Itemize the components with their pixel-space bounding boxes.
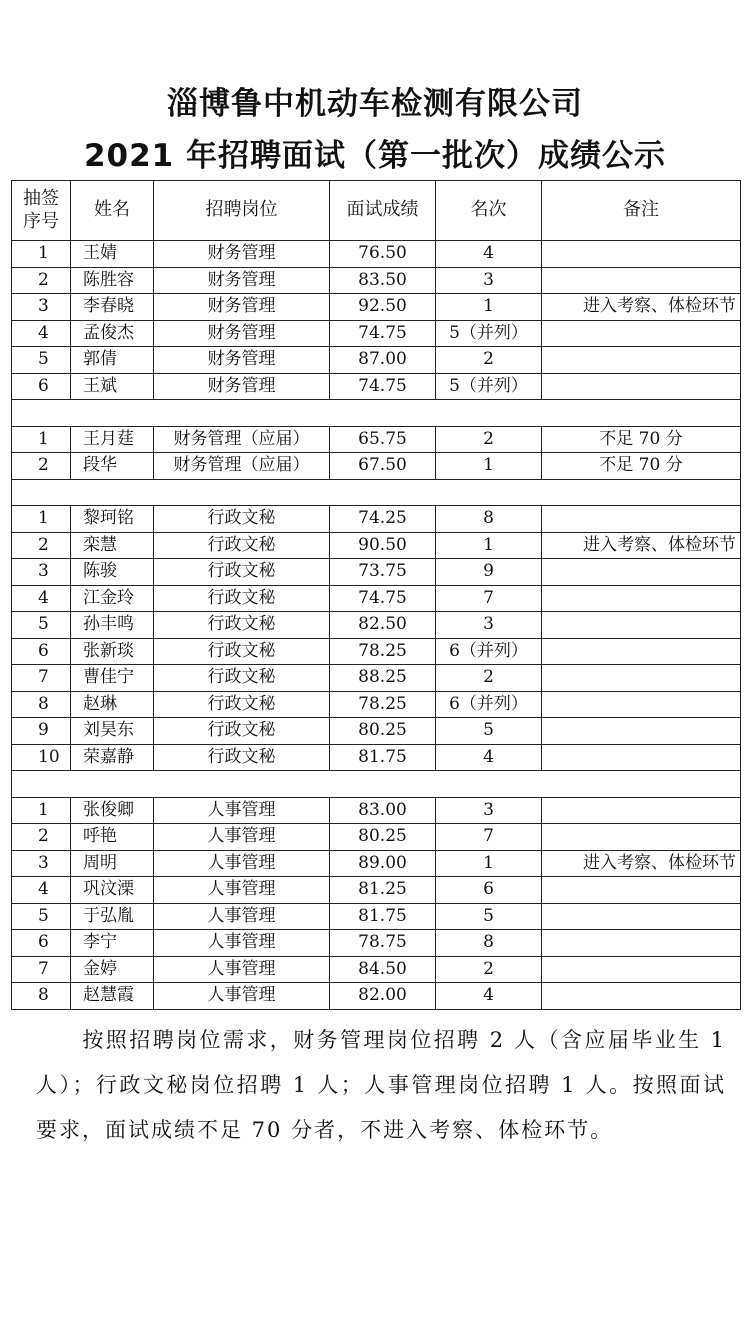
cell-rank: 6（并列）: [436, 638, 542, 665]
cell-score: 82.00: [330, 983, 436, 1010]
cell-draw-number: 7: [12, 665, 71, 692]
cell-position: 行政文秘: [154, 585, 330, 612]
cell-rank: 6: [436, 877, 542, 904]
cell-score: 78.25: [330, 691, 436, 718]
cell-position: 人事管理: [154, 903, 330, 930]
cell-rank: 3: [436, 267, 542, 294]
cell-note: [542, 638, 741, 665]
cell-score: 88.25: [330, 665, 436, 692]
table-row: [12, 373, 741, 400]
cell-name: 孟俊杰: [71, 320, 154, 347]
cell-name: 王月莛: [71, 426, 154, 453]
cell-position: 人事管理: [154, 956, 330, 983]
table-row: [12, 532, 741, 559]
footer-text: 按照招聘岗位需求，财务管理岗位招聘 2 人（含应届毕业生 1 人）；行政文秘岗位招聘 1 人；人事管理岗位招聘 1 人。按照面试要求，面试成绩不足 70 分者，不进入考察、体检环节。: [36, 1028, 726, 1142]
cell-score: 67.50: [330, 453, 436, 480]
table-row: [12, 612, 741, 639]
cell-draw-number: 7: [12, 956, 71, 983]
table-row: [12, 797, 741, 824]
table-row: [12, 638, 741, 665]
cell-note: [542, 930, 741, 957]
cell-draw-number: 4: [12, 585, 71, 612]
cell-draw-number: 4: [12, 877, 71, 904]
cell-name: 周明: [71, 850, 154, 877]
table-row: [12, 850, 741, 877]
cell-draw-number: 4: [12, 320, 71, 347]
cell-name: 黎珂铭: [71, 506, 154, 533]
separator-cell: [12, 479, 741, 506]
table-row: [12, 559, 741, 586]
cell-position: 行政文秘: [154, 559, 330, 586]
cell-note: [542, 744, 741, 771]
table-header-row: [12, 181, 741, 241]
cell-position: 行政文秘: [154, 691, 330, 718]
cell-position: 人事管理: [154, 930, 330, 957]
cell-note: [542, 691, 741, 718]
cell-note: [542, 506, 741, 533]
cell-draw-number: 5: [12, 903, 71, 930]
cell-position: 行政文秘: [154, 665, 330, 692]
cell-rank: 7: [436, 585, 542, 612]
cell-score: 76.50: [330, 241, 436, 268]
cell-position: 人事管理: [154, 797, 330, 824]
cell-rank: 5（并列）: [436, 373, 542, 400]
cell-rank: 6（并列）: [436, 691, 542, 718]
table-row: [12, 930, 741, 957]
table-row: [12, 983, 741, 1010]
cell-draw-number: 1: [12, 506, 71, 533]
cell-rank: 5: [436, 718, 542, 745]
cell-rank: 1: [436, 294, 542, 321]
cell-name: 张俊卿: [71, 797, 154, 824]
cell-draw-number: 3: [12, 294, 71, 321]
cell-note: [542, 903, 741, 930]
cell-score: 83.00: [330, 797, 436, 824]
cell-note: [542, 585, 741, 612]
cell-note: [542, 797, 741, 824]
header-draw-number: 抽签序号: [12, 181, 71, 241]
table-row: [12, 718, 741, 745]
cell-position: 人事管理: [154, 877, 330, 904]
cell-name: 赵慧霞: [71, 983, 154, 1010]
cell-rank: 1: [436, 532, 542, 559]
cell-draw-number: 5: [12, 612, 71, 639]
table-row: [12, 956, 741, 983]
cell-score: 81.75: [330, 744, 436, 771]
cell-rank: 2: [436, 426, 542, 453]
table-row: [12, 903, 741, 930]
cell-position: 人事管理: [154, 983, 330, 1010]
cell-score: 74.75: [330, 373, 436, 400]
header-score: 面试成绩: [330, 181, 436, 241]
cell-position: 财务管理（应届）: [154, 453, 330, 480]
cell-draw-number: 1: [12, 426, 71, 453]
cell-score: 74.75: [330, 585, 436, 612]
cell-draw-number: 2: [12, 453, 71, 480]
cell-score: 74.75: [330, 320, 436, 347]
cell-position: 人事管理: [154, 824, 330, 851]
cell-draw-number: 10: [12, 744, 71, 771]
cell-score: 78.25: [330, 638, 436, 665]
group-separator-row: [12, 400, 741, 427]
cell-score: 80.25: [330, 718, 436, 745]
cell-score: 90.50: [330, 532, 436, 559]
cell-score: 81.75: [330, 903, 436, 930]
cell-score: 83.50: [330, 267, 436, 294]
cell-rank: 9: [436, 559, 542, 586]
cell-name: 孙丰鸣: [71, 612, 154, 639]
cell-name: 荣嘉静: [71, 744, 154, 771]
cell-rank: 8: [436, 930, 542, 957]
cell-note: 进入考察、体检环节: [542, 294, 741, 321]
cell-name: 陈胜容: [71, 267, 154, 294]
header-rank: 名次: [436, 181, 542, 241]
cell-score: 78.75: [330, 930, 436, 957]
table-row: [12, 241, 741, 268]
header-position: 招聘岗位: [154, 181, 330, 241]
cell-rank: 8: [436, 506, 542, 533]
cell-note: [542, 877, 741, 904]
cell-name: 金婷: [71, 956, 154, 983]
company-title: 淄博鲁中机动车检测有限公司: [167, 86, 583, 122]
cell-position: 财务管理（应届）: [154, 426, 330, 453]
table-row: [12, 426, 741, 453]
table-row: [12, 877, 741, 904]
cell-draw-number: 6: [12, 373, 71, 400]
cell-position: 行政文秘: [154, 532, 330, 559]
cell-rank: 1: [436, 453, 542, 480]
cell-name: 于弘胤: [71, 903, 154, 930]
cell-name: 王婧: [71, 241, 154, 268]
group-separator-row: [12, 771, 741, 798]
cell-draw-number: 5: [12, 347, 71, 374]
cell-note: 进入考察、体检环节: [542, 850, 741, 877]
table-row: [12, 320, 741, 347]
cell-score: 92.50: [330, 294, 436, 321]
table-row: [12, 506, 741, 533]
cell-draw-number: 1: [12, 797, 71, 824]
cell-name: 刘昊东: [71, 718, 154, 745]
cell-note: [542, 612, 741, 639]
footer-paragraph: [36, 1018, 726, 1153]
cell-score: 65.75: [330, 426, 436, 453]
cell-draw-number: 8: [12, 983, 71, 1010]
cell-score: 87.00: [330, 347, 436, 374]
cell-position: 行政文秘: [154, 612, 330, 639]
cell-score: 89.00: [330, 850, 436, 877]
cell-draw-number: 6: [12, 638, 71, 665]
cell-score: 84.50: [330, 956, 436, 983]
cell-rank: 5: [436, 903, 542, 930]
cell-draw-number: 9: [12, 718, 71, 745]
cell-rank: 2: [436, 665, 542, 692]
cell-note: [542, 267, 741, 294]
table-row: [12, 585, 741, 612]
cell-draw-number: 2: [12, 824, 71, 851]
cell-name: 陈骏: [71, 559, 154, 586]
cell-name: 呼艳: [71, 824, 154, 851]
separator-cell: [12, 400, 741, 427]
cell-score: 81.25: [330, 877, 436, 904]
table-row: [12, 294, 741, 321]
cell-rank: 5（并列）: [436, 320, 542, 347]
cell-draw-number: 2: [12, 267, 71, 294]
cell-position: 财务管理: [154, 347, 330, 374]
cell-rank: 7: [436, 824, 542, 851]
cell-score: 82.50: [330, 612, 436, 639]
cell-name: 曹佳宁: [71, 665, 154, 692]
cell-position: 行政文秘: [154, 718, 330, 745]
cell-rank: 2: [436, 347, 542, 374]
cell-name: 巩汶溧: [71, 877, 154, 904]
cell-rank: 4: [436, 983, 542, 1010]
cell-rank: 1: [436, 850, 542, 877]
cell-note: [542, 320, 741, 347]
cell-position: 行政文秘: [154, 506, 330, 533]
cell-position: 财务管理: [154, 320, 330, 347]
cell-note: 不足 70 分: [542, 426, 741, 453]
cell-note: [542, 956, 741, 983]
results-table: [11, 180, 741, 1010]
cell-position: 财务管理: [154, 373, 330, 400]
table-row: [12, 347, 741, 374]
cell-name: 栾慧: [71, 532, 154, 559]
cell-note: [542, 241, 741, 268]
cell-draw-number: 3: [12, 850, 71, 877]
cell-score: 74.25: [330, 506, 436, 533]
cell-draw-number: 8: [12, 691, 71, 718]
cell-position: 财务管理: [154, 267, 330, 294]
cell-score: 80.25: [330, 824, 436, 851]
cell-rank: 2: [436, 956, 542, 983]
cell-rank: 4: [436, 744, 542, 771]
table-row: [12, 691, 741, 718]
cell-name: 赵琳: [71, 691, 154, 718]
cell-note: [542, 665, 741, 692]
cell-name: 李春晓: [71, 294, 154, 321]
cell-draw-number: 3: [12, 559, 71, 586]
separator-cell: [12, 771, 741, 798]
table-row: [12, 744, 741, 771]
cell-note: [542, 347, 741, 374]
cell-position: 财务管理: [154, 241, 330, 268]
cell-name: 王斌: [71, 373, 154, 400]
table-row: [12, 267, 741, 294]
cell-score: 73.75: [330, 559, 436, 586]
cell-position: 人事管理: [154, 850, 330, 877]
header-note: 备注: [542, 181, 741, 241]
cell-name: 江金玲: [71, 585, 154, 612]
cell-note: 不足 70 分: [542, 453, 741, 480]
cell-rank: 3: [436, 797, 542, 824]
page-title: 2021 年招聘面试（第一批次）成绩公示: [83, 138, 667, 174]
cell-note: [542, 824, 741, 851]
table-body: [12, 241, 741, 1010]
cell-note: [542, 559, 741, 586]
cell-name: 李宁: [71, 930, 154, 957]
cell-rank: 3: [436, 612, 542, 639]
cell-rank: 4: [436, 241, 542, 268]
cell-note: [542, 718, 741, 745]
table-row: [12, 665, 741, 692]
header-name: 姓名: [71, 181, 154, 241]
cell-draw-number: 1: [12, 241, 71, 268]
cell-name: 张新琰: [71, 638, 154, 665]
cell-position: 行政文秘: [154, 744, 330, 771]
cell-name: 郭倩: [71, 347, 154, 374]
table-row: [12, 453, 741, 480]
cell-note: [542, 983, 741, 1010]
cell-position: 财务管理: [154, 294, 330, 321]
cell-draw-number: 2: [12, 532, 71, 559]
cell-name: 段华: [71, 453, 154, 480]
cell-draw-number: 6: [12, 930, 71, 957]
cell-position: 行政文秘: [154, 638, 330, 665]
group-separator-row: [12, 479, 741, 506]
table-row: [12, 824, 741, 851]
cell-note: [542, 373, 741, 400]
cell-note: 进入考察、体检环节: [542, 532, 741, 559]
